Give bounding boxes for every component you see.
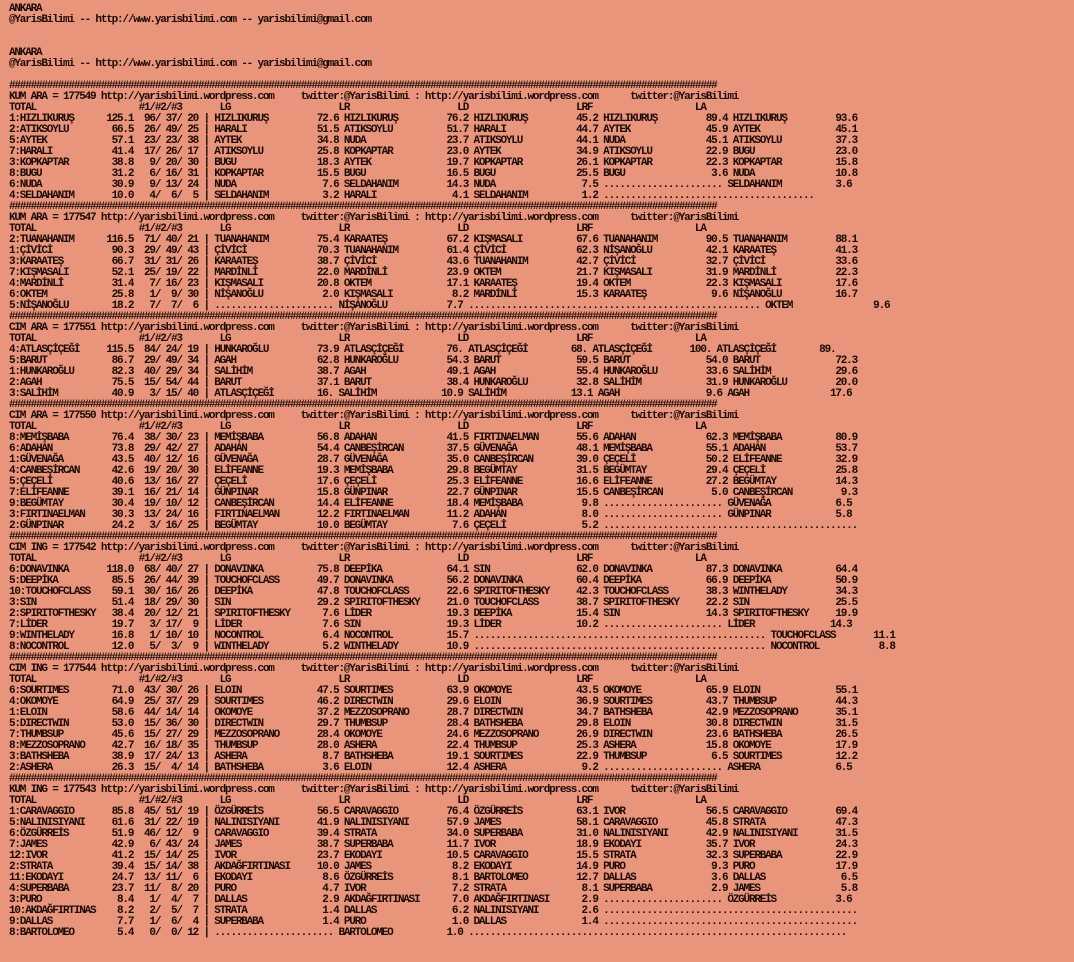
result-row: 5:NİŞANOĞLU 18.2 7/ 7/ 6 | ...................... NİŞANOĞLU 7.7 ...................................................... OKTEM 9.6 [9,300,890,312]
race-header: CIM ING = 177542 http://yarisbilimi.wordpress.com twitter:@YarisBilimi : http://yarisbilimi.wordpress.com twitter:@YarisBilimi [9,542,739,554]
result-row: 9:DALLAS 7.7 1/ 6/ 4 | SUPERBABA 1.4 PURO 1.0 DALLAS 1.4 ............................................... [9,916,857,928]
result-row: 3:SIN 51.4 18/ 29/ 30 | SIN 29.2 SPIRITOFTHESKY 21.0 TOUCHOFCLASS 38.7 SPIRITOFTHESKY 22.2 SIN 25.5 [9,597,857,609]
result-row: 7:KIŞMASALI 52.1 25/ 19/ 22 | MARDİNLİ 22.0 MARDİNLİ 23.9 OKTEM 21.7 KIŞMASALI 31.9 MARDİNLİ 22.3 [9,267,857,279]
result-row: 6:DONAVINKA 118.0 68/ 40/ 27 | DONAVINKA 75.8 DEEPİKA 64.1 SIN 62.0 DONAVINKA 87.3 DONAVINKA 64.4 [9,564,857,576]
section-divider: ################################################################################################################################### [9,201,717,213]
result-row: 10:AKDAĞFIRTINAS 8.2 2/ 5/ 7 | STRATA 1.4 DALLAS 6.2 NALINISIYANI 2.6 ............................................... [9,905,857,917]
result-row: 2:STRATA 39.4 15/ 14/ 38 | AKDAĞFIRTINASI 10.0 JAMES 8.2 EKODAYI 14.9 PURO 9.3 PURO 17.9 [9,861,857,873]
result-row: 8:BUGU 31.2 6/ 16/ 31 | KOPKAPTAR 15.5 BUGU 16.5 BUGU 25.5 BUGU 3.6 NUDA 10.8 [9,168,857,180]
section-divider: ################################################################################################################################### [9,531,717,543]
result-row: 6:OKTEM 25.8 1/ 9/ 30 | NİŞANOĞLU 2.0 KIŞMASALI 8.2 MARDİNLİ 15.3 KARAATEŞ 9.6 NİŞANOĞLU 16.7 [9,289,857,301]
result-row: 3:BATHSHEBA 38.9 17/ 24/ 13 | ASHERA 8.7 BATHSHEBA 19.1 SOURTIMES 22.9 THUMBSUP 6.5 SOURTIMES 12.2 [9,751,857,763]
result-row: 3:KOPKAPTAR 38.8 9/ 20/ 30 | BUGU 18.3 AYTEK 19.7 KOPKAPTAR 26.1 KOPKAPTAR 22.3 KOPKAPTAR 15.8 [9,157,857,169]
result-row: 1:HIZLIKURUŞ 125.1 96/ 37/ 20 | HIZLIKURUŞ 72.6 HIZLIKURUŞ 76.2 HIZLIKURUŞ 45.2 HIZLIKURUŞ 89.4 HIZLIKURUŞ 93.6 [9,113,857,125]
section-divider: ################################################################################################################################### [9,311,717,323]
section-divider: ################################################################################################################################### [9,652,717,664]
result-row: 5:NALINISIYANI 61.6 31/ 22/ 19 | NALINISIYANI 41.9 NALINISIYANI 57.9 JAMES 58.1 CARAVAGGIO 45.8 STRATA 47.3 [9,817,857,829]
result-row: 2:SPIRITOFTHESKY 38.4 20/ 12/ 21 | SPIRITOFTHESKY 7.6 LİDER 19.3 DEEPİKA 15.4 SIN 14.3 SPIRITOFTHESKY 19.9 [9,608,857,620]
result-row: 5:ÇEÇELİ 40.6 13/ 16/ 27 | ÇEÇELİ 17.6 ÇEÇELİ 25.3 ELİFEANNE 16.6 ELİFEANNE 27.2 BEGÜMTAY 14.3 [9,476,857,488]
result-row: 5:DIRECTWIN 53.0 15/ 36/ 30 | DIRECTWIN 29.7 THUMBSUP 28.4 BATHSHEBA 29.8 ELOIN 30.8 DIRECTWIN 31.5 [9,718,857,730]
column-headers: TOTAL #1/#2/#3 LG LR LD LRF LA [9,421,706,433]
race-header: KUM ARA = 177547 http://yarisbilimi.wordpress.com twitter:@YarisBilimi : http://yarisbilimi.wordpress.com twitter:@YarisBilimi [9,212,739,224]
result-row: 7:LİDER 19.7 3/ 17/ 9 | LİDER 7.6 SIN 19.3 LİDER 10.2 ...................... LİDER 14.3 [9,619,852,631]
column-headers: TOTAL #1/#2/#3 LG LR LD LRF LA [9,333,706,345]
result-row: 2:TUANAHANIM 116.5 71/ 40/ 21 | TUANAHANIM 75.4 KARAATEŞ 67.2 KIŞMASALI 67.6 TUANAHANIM 90.5 TUANAHANIM 88.1 [9,234,857,246]
result-row: 4:SUPERBABA 23.7 11/ 8/ 20 | PURO 4.7 IVOR 7.2 STRATA 8.1 SUPERBABA 2.9 JAMES 5.8 [9,883,857,895]
result-row: 6:NUDA 30.9 9/ 13/ 24 | NUDA 7.6 SELDAHANIM 14.3 NUDA 7.5 ...................... SELDAHANIM 3.6 [9,179,852,191]
result-row: 1:HUNKAROĞLU 82.3 40/ 29/ 34 | SALİHİM 38.7 AGAH 49.1 AGAH 55.4 HUNKAROĞLU 33.6 SALİHİM 29.6 [9,366,857,378]
result-row: 3:SALİHİM 40.9 3/ 15/ 40 | ATLASÇİÇEĞİ 16. SALİHİM 10.9 SALİHİM 13.1 AGAH 9.6 AGAH 17.6 [9,388,852,400]
result-row: 4:SELDAHANIM 10.0 4/ 6/ 5 | SELDAHANIM 3.2 HARALI 4.1 SELDAHANIM 1.2 ....................................... [9,190,814,202]
result-row: 9:WINTHELADY 16.8 1/ 10/ 10 | NOCONTROL 6.4 NOCONTROL 15.7 ...................................................... TOUCHOFCLASS 11.1 [9,630,895,642]
section-divider: ################################################################################################################################### [9,80,717,92]
result-row: 2:ASHERA 26.3 15/ 4/ 14 | BATHSHEBA 3.6 ELOIN 12.4 ASHERA 9.2 ...................... ASHERA 6.5 [9,762,852,774]
result-row: 5:DEEPİKA 85.5 26/ 44/ 39 | TOUCHOFCLASS 49.7 DONAVINKA 56.2 DONAVINKA 60.4 DEEPİKA 66.9 DEEPİKA 50.9 [9,575,857,587]
result-row: 8:MEZZOSOPRANO 42.7 16/ 18/ 35 | THUMBSUP 28.0 ASHERA 22.4 THUMBSUP 25.3 ASHERA 15.8 OKOMOYE 17.9 [9,740,857,752]
result-row: 7:JAMES 42.9 6/ 43/ 24 | JAMES 38.7 SUPERBABA 11.7 IVOR 18.9 EKODAYI 35.7 IVOR 24.3 [9,839,857,851]
result-row: 1:ELOIN 58.6 44/ 14/ 14 | OKOMOYE 37.2 MEZZOSOPRANO 28.7 DIRECTWIN 34.7 BATHSHEBA 42.9 MEZZOSOPRANO 35.1 [9,707,857,719]
result-row: 1:GÜVENAĞA 43.5 40/ 12/ 16 | GÜVENAĞA 28.7 GÜVENAĞA 35.0 CANBEŞİRCAN 39.0 ÇEÇELİ 50.2 ELİFEANNE 32.9 [9,454,857,466]
race-header: CIM ARA = 177550 http://yarisbilimi.wordpress.com twitter:@YarisBilimi : http://yarisbilimi.wordpress.com twitter:@YarisBilimi [9,410,739,422]
race-header: KUM ING = 177543 http://yarisbilimi.wordpress.com twitter:@YarisBilimi : http://yarisbilimi.wordpress.com twitter:@YarisBilimi [9,784,739,796]
result-row: 2:GÜNPINAR 24.2 3/ 16/ 25 | BEGÜMTAY 10.0 BEGÜMTAY 7.6 ÇEÇELİ 5.2 ............................................... [9,520,857,532]
race-sections [9,80,895,939]
result-row: 1:ÇİVİCİ 90.3 29/ 49/ 43 | ÇİVİCİ 70.3 TUANAHANIM 61.4 ÇİVİCİ 62.3 NİŞANOĞLU 42.1 KARAATEŞ 41.3 [9,245,857,257]
race-header: KUM ARA = 177549 http://yarisbilimi.wordpress.com twitter:@YarisBilimi : http://yarisbilimi.wordpress.com twitter:@YarisBilimi [9,91,739,103]
result-row: 1:CARAVAGGIO 85.8 45/ 51/ 19 | ÖZGÜRREİS 56.5 CARAVAGGIO 76.4 ÖZGÜRREİS 63.1 IVOR 56.5 CARAVAGGIO 69.4 [9,806,857,818]
result-row: 7:THUMBSUP 45.6 15/ 27/ 29 | MEZZOSOPRANO 28.4 OKOMOYE 24.6 MEZZOSOPRANO 26.9 DIRECTWIN 23.6 BATHSHEBA 26.5 [9,729,857,741]
result-row: 5:AYTEK 57.1 23/ 23/ 38 | AYTEK 34.8 NUDA 23.7 ATIKSOYLU 44.1 NUDA 45.1 ATIKSOYLU 37.3 [9,135,857,147]
result-row: 3:KARAATEŞ 66.7 31/ 31/ 26 | KARAATEŞ 38.7 ÇİVİCİ 43.6 TUANAHANIM 42.7 ÇİVİCİ 32.7 ÇİVİCİ 33.6 [9,256,857,268]
result-row: 8:NOCONTROL 12.0 5/ 3/ 9 | WINTHELADY 5.2 WINTHELADY 10.9 ...................................................... NOCONTROL 8.8 [9,641,895,653]
column-headers: TOTAL #1/#2/#3 LG LR LD LRF LA [9,102,706,114]
result-row: 4:MARDİNLİ 31.4 7/ 16/ 23 | KIŞMASALI 20.8 OKTEM 17.1 KARAATEŞ 19.4 OKTEM 22.3 KIŞMASALI 17.6 [9,278,857,290]
column-headers: TOTAL #1/#2/#3 LG LR LD LRF LA [9,553,706,565]
section-divider: ################################################################################################################################### [9,399,717,411]
result-row: 6:SOURTIMES 71.0 43/ 30/ 26 | ELOIN 47.5 SOURTIMES 63.9 OKOMOYE 43.5 OKOMOYE 65.9 ELOIN 55.1 [9,685,857,697]
result-row: 7:ELİFEANNE 39.1 16/ 21/ 14 | GÜNPINAR 15.8 GÜNPINAR 22.7 GÜNPINAR 15.5 CANBEŞİRCAN 5.0 CANBEŞİRCAN 9.3 [9,487,857,499]
result-row: 6:ÖZGÜRREİS 51.9 46/ 12/ 9 | CARAVAGGIO 39.4 STRATA 34.0 SUPERBABA 31.0 NALINISIYANI 42.9 NALINISIYANI 31.5 [9,828,857,840]
result-row: 4:OKOMOYE 64.9 25/ 37/ 29 | SOURTIMES 46.2 DIRECTWIN 29.6 ELOIN 36.9 SOURTIMES 43.7 THUMBSUP 44.3 [9,696,857,708]
result-row: 8:MEMİŞBABA 76.4 38/ 30/ 23 | MEMİŞBABA 56.8 ADAHAN 41.5 FIRTINAELMAN 55.6 ADAHAN 62.3 MEMİŞBABA 80.9 [9,432,857,444]
race-header: CIM ARA = 177551 http://yarisbilimi.wordpress.com twitter:@YarisBilimi : http://yarisbilimi.wordpress.com twitter:@YarisBilimi [9,322,739,334]
section-divider: ################################################################################################################################### [9,773,717,785]
result-row: 3:PURO 8.4 1/ 4/ 7 | DALLAS 2.9 AKDAĞFIRTINASI 7.0 AKDAĞFIRTINASI 2.9 ...................... ÖZGÜRREİS 3.6 [9,894,852,906]
city-title: ANKARA [9,3,42,15]
result-row: 8:BARTOLOMEO 5.4 0/ 0/ 12 | ...................... BARTOLOMEO 1.0 ...................................................................... [9,927,847,939]
result-row: 10:TOUCHOFCLASS 59.1 30/ 16/ 26 | DEEPİKA 47.8 TOUCHOFCLASS 22.6 SPIRITOFTHESKY 42.3 TOUCHOFCLASS 38.3 WINTHELADY 34.3 [9,586,857,598]
contact-line: @YarisBilimi -- http://www.yarisbilimi.com -- yarisbilimi@gmail.com [9,14,371,26]
race-header: CIM ING = 177544 http://yarisbilimi.wordpress.com twitter:@YarisBilimi : http://yarisbilimi.wordpress.com twitter:@YarisBilimi [9,663,739,675]
result-row: 12:IVOR 41.2 15/ 14/ 25 | IVOR 23.7 EKODAYI 10.5 CARAVAGGIO 15.5 STRATA 32.3 SUPERBABA 22.9 [9,850,857,862]
result-row: 2:AGAH 75.5 15/ 54/ 44 | BARUT 37.1 BARUT 38.4 HUNKAROĞLU 32.8 SALİHİM 31.9 HUNKAROĞLU 20.0 [9,377,857,389]
column-headers: TOTAL #1/#2/#3 LG LR LD LRF LA [9,674,706,686]
city-title: ANKARA [9,47,42,59]
column-headers: TOTAL #1/#2/#3 LG LR LD LRF LA [9,795,706,807]
result-row: 6:ADAHAN 73.8 29/ 42/ 27 | ADAHAN 54.4 CANBEŞİRCAN 37.5 GÜVENAĞA 48.1 MEMİŞBABA 55.1 ADAHAN 53.7 [9,443,857,455]
result-row: 11:EKODAYI 24.7 13/ 11/ 6 | EKODAYI 8.6 ÖZGÜRREİS 8.1 BARTOLOMEO 12.7 DALLAS 3.6 DALLAS 6.5 [9,872,857,884]
result-row: 3:FIRTINAELMAN 30.3 13/ 24/ 16 | FIRTINAELMAN 12.2 FIRTINAELMAN 11.2 ADAHAN 8.0 ...................... GÜNPINAR 5.8 [9,509,852,521]
result-row: 2:ATIKSOYLU 66.5 26/ 49/ 25 | HARALI 51.5 ATIKSOYLU 51.7 HARALI 44.7 AYTEK 45.9 AYTEK 45.1 [9,124,857,136]
contact-line: @YarisBilimi -- http://www.yarisbilimi.com -- yarisbilimi@gmail.com [9,58,371,70]
result-row: 9:BEGÜMTAY 30.4 19/ 10/ 12 | CANBEŞİRCAN 14.4 ELİFEANNE 18.4 MEMİŞBABA 9.8 ...................... GÜVENAĞA 6.5 [9,498,852,510]
result-row: 4:ATLASÇİÇEĞİ 115.5 84/ 24/ 19 | HUNKAROĞLU 73.9 ATLASÇİÇEĞİ 76. ATLASÇİÇEĞİ 68. ATLASÇİÇEĞİ 100. ATLASÇİÇEĞİ 89. [9,344,836,356]
result-row: 7:HARALI 41.4 17/ 26/ 17 | ATIKSOYLU 25.8 KOPKAPTAR 23.0 AYTEK 34.9 ATIKSOYLU 22.9 BUGU 23.0 [9,146,857,158]
column-headers: TOTAL #1/#2/#3 LG LR LD LRF LA [9,223,706,235]
result-row: 4:CANBEŞİRCAN 42.6 19/ 20/ 30 | ELİFEANNE 19.3 MEMİŞBABA 29.8 BEGÜMTAY 31.5 BEGÜMTAY 29.4 ÇEÇELİ 25.8 [9,465,857,477]
result-row: 5:BARUT 86.7 29/ 49/ 34 | AGAH 62.8 HUNKAROĞLU 54.3 BARUT 59.5 BARUT 54.0 BARUT 72.3 [9,355,857,367]
